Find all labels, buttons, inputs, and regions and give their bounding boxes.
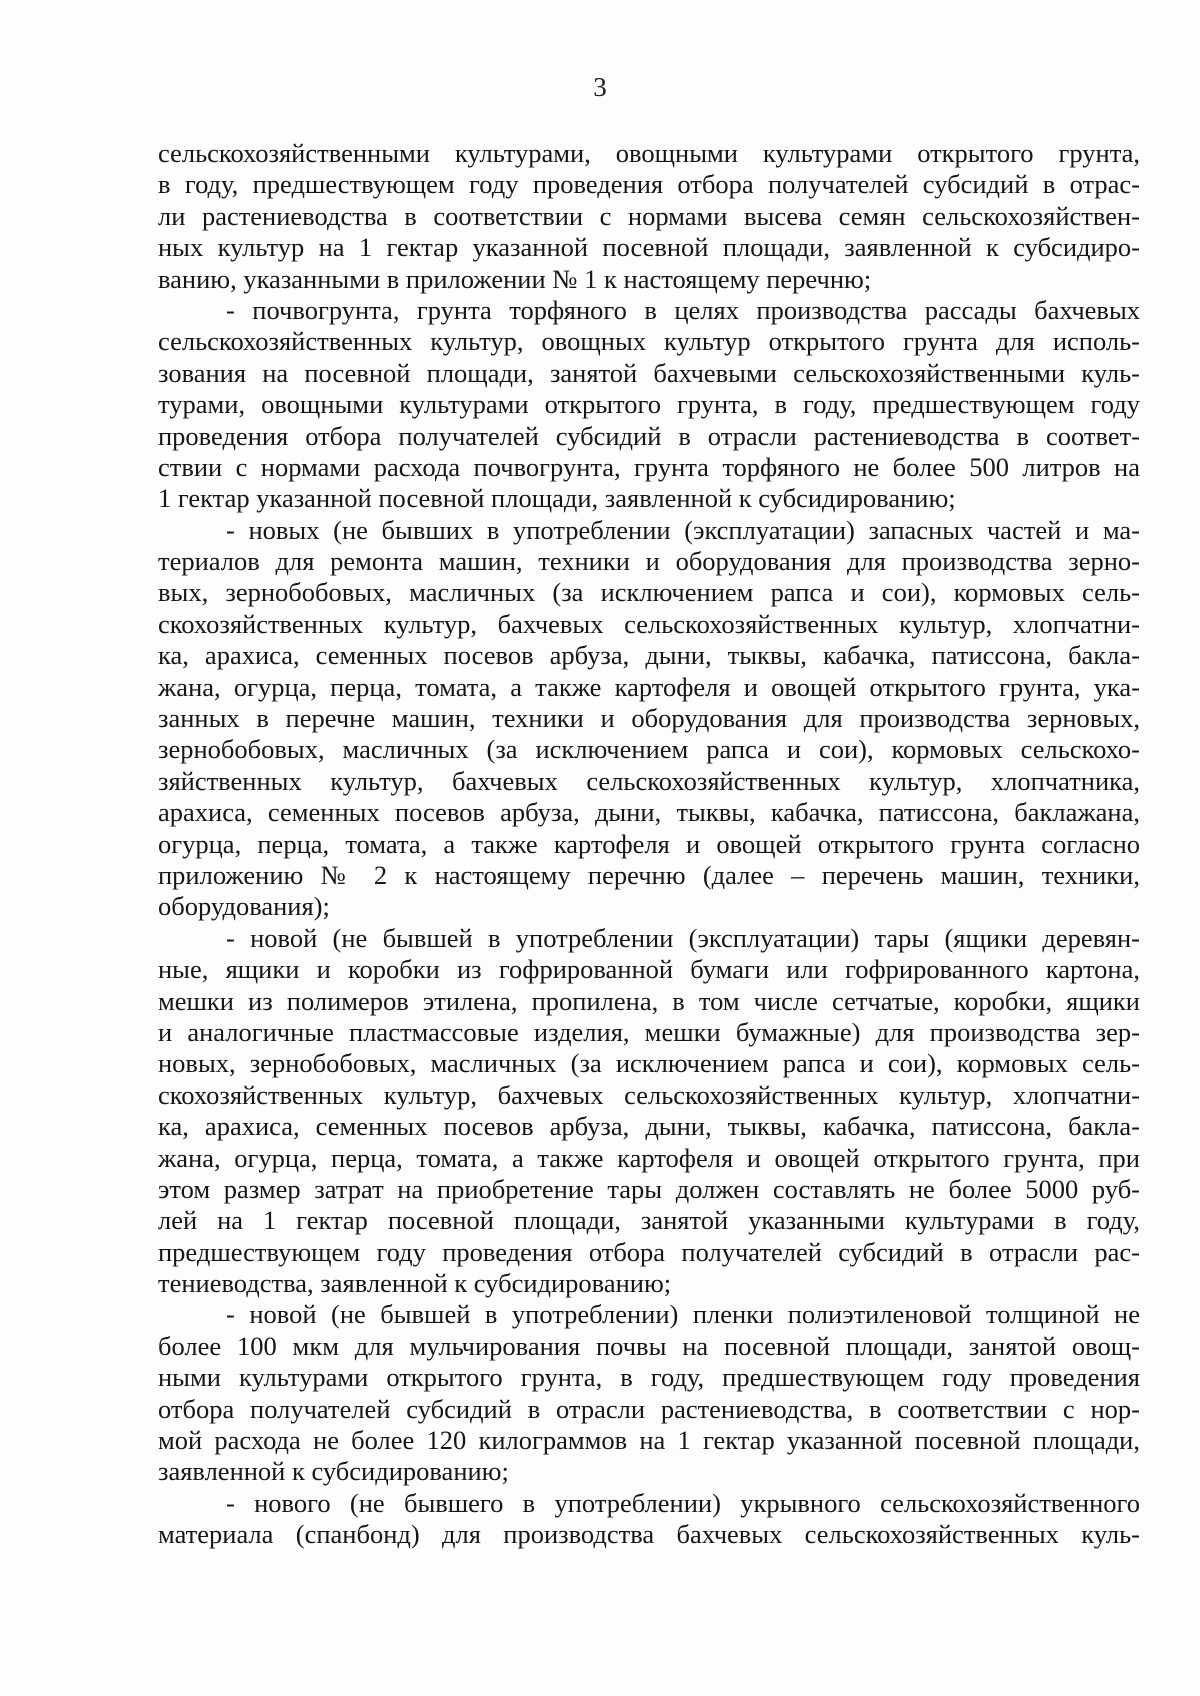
text-line: турами, овощными культурами открытого грунта, в году, предшествующем году	[158, 389, 1140, 420]
text-line: вых, зернобобовых, масличных (за исключением рапса и сои), кормовых сель-	[158, 577, 1140, 608]
text-line: ванию, указанными в приложении № 1 к настоящему перечню;	[158, 263, 872, 294]
text-line: скохозяйственных культур, бахчевых сельскохозяйственных культур, хлопчатни-	[158, 608, 1140, 639]
text-line: скохозяйственных культур, бахчевых сельскохозяйственных культур, хлопчатни-	[158, 1079, 1140, 1110]
text-line: огурца, перца, томата, а также картофеля и овощей открытого грунта согласно	[158, 828, 1140, 859]
text-line: лей на 1 гектар посевной площади, занятой указанными культурами в году,	[158, 1205, 1140, 1236]
text-line: проведения отбора получателей субсидий в отрасли растениеводства в соответ-	[158, 420, 1140, 451]
text-line: териалов для ремонта машин, техники и оборудования для производства зерно-	[158, 546, 1140, 577]
text-line: тениеводства, заявленной к субсидированию;	[158, 1268, 672, 1299]
text-line: сельскохозяйственных культур, овощных культур открытого грунта для исполь-	[158, 326, 1140, 357]
text-line: ных культур на 1 гектар указанной посевной площади, заявленной к субсидиро-	[158, 232, 1140, 263]
text-line: жана, огурца, перца, томата, а также картофеля и овощей открытого грунта, ука-	[158, 671, 1140, 702]
text-line: жана, огурца, перца, томата, а также картофеля и овощей открытого грунта, при	[158, 1142, 1140, 1173]
text-line: зования на посевной площади, занятой бахчевыми сельскохозяйственными куль-	[158, 357, 1140, 388]
text-line: ка, арахиса, семенных посевов арбуза, дыни, тыквы, кабачка, патиссона, бакла-	[158, 640, 1140, 671]
text-line: и аналогичные пластмассовые изделия, мешки бумажные) для производства зер-	[158, 1016, 1140, 1047]
text-line: ствии с нормами расхода почвогрунта, грунта торфяного не более 500 литров на	[158, 451, 1140, 482]
text-line: ными культурами открытого грунта, в году, предшествующем году проведения	[158, 1362, 1140, 1393]
text-line: мешки из полимеров этилена, пропилена, в том числе сетчатые, коробки, ящики	[158, 985, 1140, 1016]
text-line: этом размер затрат на приобретение тары должен составлять не более 5000 руб-	[158, 1173, 1140, 1204]
text-line: приложению № 2 к настоящему перечню (далее – перечень машин, техники,	[158, 859, 1140, 890]
text-line: новых, зернобобовых, масличных (за исключением рапса и сои), кормовых сель-	[158, 1048, 1140, 1079]
text-line: ка, арахиса, семенных посевов арбуза, дыни, тыквы, кабачка, патиссона, бакла-	[158, 1111, 1140, 1142]
text-line: материала (спанбонд) для производства бахчевых сельскохозяйственных куль-	[158, 1519, 1140, 1550]
text-line: мой расхода не более 120 килограммов на 1 гектар указанной посевной площади,	[158, 1425, 1140, 1456]
text-line: - новой (не бывшей в употреблении) пленки полиэтиленовой толщиной не	[226, 1299, 1140, 1330]
text-line: 1 гектар указанной посевной площади, заявленной к субсидированию;	[158, 483, 956, 514]
text-line: заявленной к субсидированию;	[158, 1456, 509, 1487]
text-line: - новой (не бывшей в употреблении (эксплуатации) тары (ящики деревян-	[226, 922, 1140, 953]
text-line: в году, предшествующем году проведения отбора получателей субсидий в отрас-	[158, 169, 1140, 200]
text-line: зернобобовых, масличных (за исключением рапса и сои), кормовых сельскохо-	[158, 734, 1140, 765]
text-line: зяйственных культур, бахчевых сельскохозяйственных культур, хлопчатника,	[158, 765, 1140, 796]
body-text	[158, 138, 1140, 1551]
text-line: - новых (не бывших в употреблении (эксплуатации) запасных частей и ма-	[226, 514, 1140, 545]
text-line: - почвогрунта, грунта торфяного в целях производства рассады бахчевых	[226, 294, 1140, 325]
text-line: арахиса, семенных посевов арбуза, дыни, тыквы, кабачка, патиссона, баклажана,	[158, 797, 1140, 828]
text-line: более 100 мкм для мульчирования почвы на посевной площади, занятой овощ-	[158, 1330, 1140, 1361]
text-line: предшествующем году проведения отбора получателей субсидий в отрасли рас-	[158, 1236, 1140, 1267]
page-number: 3	[593, 72, 607, 102]
text-line: занных в перечне машин, техники и оборудования для производства зерновых,	[158, 703, 1140, 734]
text-line: оборудования);	[158, 891, 330, 922]
text-line: ли растениеводства в соответствии с нормами высева семян сельскохозяйствен-	[158, 200, 1140, 231]
text-line: ные, ящики и коробки из гофрированной бумаги или гофрированного картона,	[158, 954, 1140, 985]
text-line: сельскохозяйственными культурами, овощными культурами открытого грунта,	[158, 138, 1140, 168]
text-line: - нового (не бывшего в употреблении) укрывного сельскохозяйственного	[226, 1487, 1140, 1518]
text-line: отбора получателей субсидий в отрасли растениеводства, в соответствии с нор-	[158, 1393, 1140, 1424]
